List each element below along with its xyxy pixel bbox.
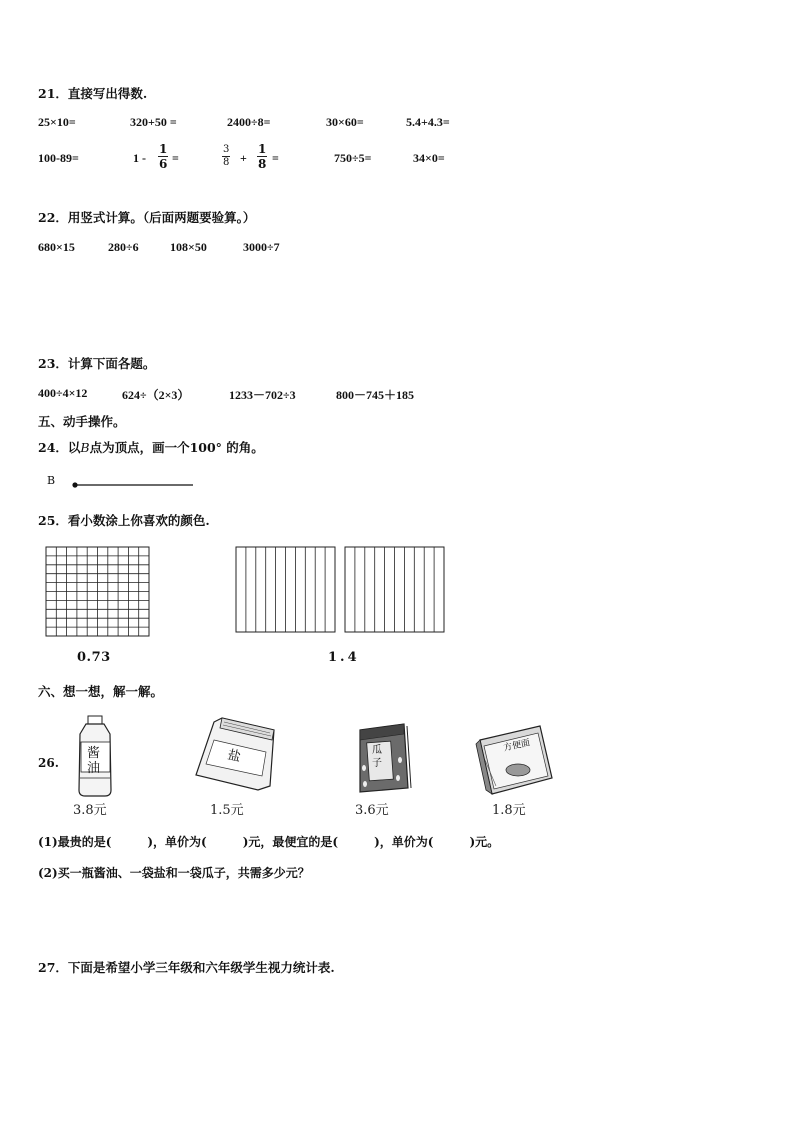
point-b-label: B [47,474,56,487]
fraction-numerator: 3 [223,144,230,155]
q23-item-4: 800－745＋185 [336,388,415,402]
q26-subquestion-1: (1)最贵的是( )，单价为( )元，最便宜的是( )，单价为( )元。 [38,835,500,849]
bottle-label-top: 酱 [87,746,101,761]
q22-title: 22．用竖式计算。（后面两题要验算。） [38,210,256,225]
q23-title: 23．计算下面各题。 [38,356,156,371]
q21-title: 21．直接写出得数. [38,86,148,101]
salt-bag-label: 盐 [226,747,243,766]
bottle-label-bottom: 油 [87,761,101,776]
fraction-denominator: 8 [258,157,267,171]
q21-expr-2: 320+50 = [130,115,177,129]
q21-expr-8-eq: = [272,151,279,165]
q21-expr-1: 25×10= [38,115,76,129]
q27-title: 27．下面是希望小学三年级和六年级学生视力统计表. [38,960,335,975]
q24-title-pre: 24．以 [38,440,81,455]
q22-item-2: 280÷6 [108,240,139,254]
noodles-bag-label: 方便面 [502,738,532,754]
q21-expr-6: 100-89= [38,151,79,165]
q21-plus: + [240,151,247,165]
q22-item-4: 3000÷7 [243,240,280,254]
q21-expr-3: 2400÷8= [227,115,271,129]
price-melon-seeds: 3.6元 [355,803,389,818]
fraction-denominator: 6 [159,157,168,171]
q22-item-3: 108×50 [170,240,207,254]
fraction-numerator: 1 [258,142,267,156]
q24-title-var: B [80,440,90,455]
q25-label-a: 0.73 [77,650,111,665]
q21-expr-9: 750÷5= [334,151,372,165]
price-soy-sauce: 3.8元 [73,803,107,818]
fraction-denominator: 8 [223,157,230,168]
q23-item-2: 624÷（2×3） [122,388,190,402]
seeds-bag-label: 瓜子 [372,745,382,769]
q25-title: 25．看小数涂上你喜欢的颜色. [38,513,210,528]
q23-item-3: 1233－702÷3 [229,388,296,402]
q26-number: 26. [38,756,59,770]
q21-expr-5: 5.4+4.3= [406,115,450,129]
fraction-numerator: 1 [159,142,168,156]
q24-title-post: 点为顶点，画一个100° 的角。 [89,440,264,455]
q23-item-1: 400÷4×12 [38,386,88,400]
q22-item-1: 680×15 [38,240,75,254]
q21-expr-4: 30×60= [326,115,364,129]
q21-expr-7-eq: = [172,151,179,165]
q21-expr-10: 34×0= [413,151,445,165]
price-salt: 1.5元 [210,803,244,818]
q26-subquestion-2: (2)买一瓶酱油、一袋盐和一袋瓜子，共需多少元？ [38,866,310,880]
q21-expr-7-lead: 1 - [133,151,146,165]
price-instant-noodles: 1.8元 [492,803,526,818]
section-5-heading: 五、动手操作。 [38,414,126,429]
q25-label-b: 1.4 [328,650,360,665]
section-6-heading: 六、想一想，解一解。 [38,684,164,699]
